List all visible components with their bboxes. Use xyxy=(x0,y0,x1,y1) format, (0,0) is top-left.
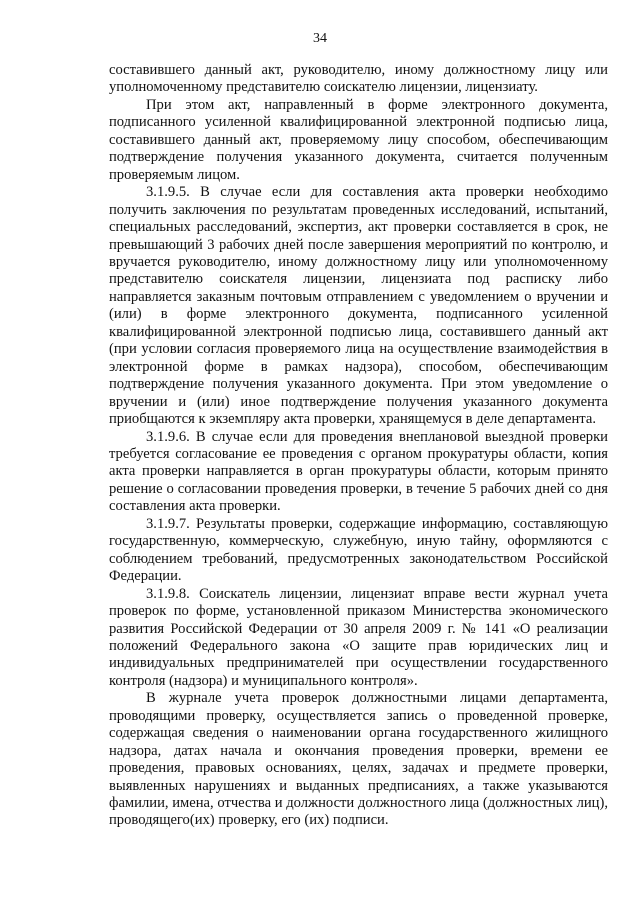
paragraph: 3.1.9.7. Результаты проверки, содержащие информацию, составляющую государственную, коммерческую, служебную, иную тайну, оформляются с соблюдением требований, предусмотренных законодательством Российской Федерации. xyxy=(109,515,608,585)
paragraph: В журнале учета проверок должностными лицами департамента, проводящими проверку, осуществляется запись о проведенной проверке, содержащая сведения о наименовании органа государственного жилищного надзора, датах начала и окончания проведения проверки, времени ее проведения, правовых основаниях, целях, задачах и предмете проверки, выявленных нарушениях и выданных предписаниях, а также указываются фамилии, имена, отчества и должности должностного лица (должностных лиц), проводящего(их) проверку, его (их) подписи. xyxy=(109,690,608,829)
paragraph: 3.1.9.5. В случае если для составления акта проверки необходимо получить заключения по результатам проведенных исследований, испытаний, специальных расследований, экспертиз, акт проверки составляется в срок, не превышающий 3 рабочих дней после завершения мероприятий по контролю, и вручается руководителю, иному должностному лицу или уполномоченному представителю соискателя лицензии, лицензиата под расписку либо направляется заказным почтовым отправлением с уведомлением о вручении и (или) в форме электронного документа, подписанного усиленной квалифицированной электронной подписью лица, составившего данный акт (при условии согласия проверяемого лица на осуществление взаимодействия в электронной форме в рамках надзора), способом, обеспечивающим подтверждение получения указанного документа. При этом уведомление о вручении и (или) иное подтверждение получения указанного документа приобщаются к экземпляру акта проверки, хранящемуся в деле департамента. xyxy=(109,184,608,428)
paragraph: составившего данный акт, руководителю, иному должностному лицу или уполномоченному представителю соискателю лицензии, лицензиату. xyxy=(109,62,608,96)
paragraph: 3.1.9.6. В случае если для проведения внеплановой выездной проверки требуется согласование ее проведения с органом прокуратуры области, копия акта проверки направляется в орган прокуратуры области, которым принято решение о согласовании проведения проверки, в течение 5 рабочих дней со дня составления акта проверки. xyxy=(109,428,608,515)
paragraph: При этом акт, направленный в форме электронного документа, подписанного усиленной квалифицированной электронной подписью лица, составившего данный акт, проверяемому лицу способом, обеспечивающим подтверждение получения указанного документа, считается полученным проверяемым лицом. xyxy=(109,96,608,183)
paragraph: 3.1.9.8. Соискатель лицензии, лицензиат вправе вести журнал учета проверок по форме, установленной приказом Министерства экономического развития Российской Федерации от 30 апреля 2009 г. № 141 «О реализации положений Федерального закона «О защите прав юридических лиц и индивидуальных предпринимателей при осуществлении государственного контроля (надзора) и муниципального контроля». xyxy=(109,585,608,689)
document-body xyxy=(109,62,608,830)
page-number: 34 xyxy=(313,31,327,46)
